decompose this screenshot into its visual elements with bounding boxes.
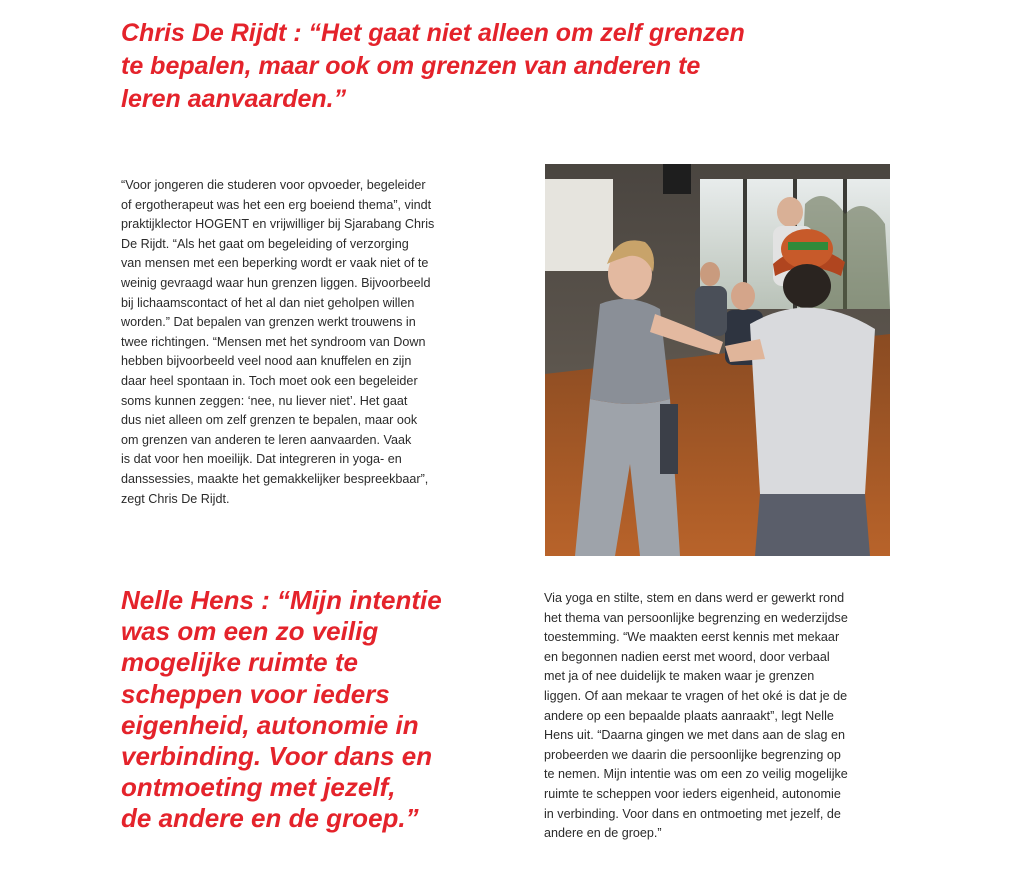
body-paragraph-chris (121, 176, 481, 509)
text-line: zegt Chris De Rijdt. (121, 491, 230, 506)
body-paragraph-nelle (544, 589, 904, 844)
quote-heading-nelle (121, 585, 466, 835)
heading-line: verbinding. Voor dans en (121, 741, 433, 772)
text-line: praktijklector HOGENT en vrijwilliger bij Sjarabang Chris (121, 217, 435, 232)
text-line: bij lichaamscontact of het al dan niet geholpen willen (121, 295, 415, 310)
text-line: probeerden we daarin die persoonlijke begrenzing op (544, 747, 841, 762)
quote-heading-chris (121, 17, 821, 116)
text-line: soms kunnen zeggen: ‘nee, nu liever niet’. Het gaat (121, 393, 408, 408)
heading-line: te bepalen, maar ook om grenzen van anderen te (121, 52, 701, 80)
text-line: het thema van persoonlijke begrenzing en wederzijdse (544, 610, 848, 625)
text-line: danssessies, maakte het gemakkelijker bespreekbaar”, (121, 471, 429, 486)
text-line: te nemen. Mijn intentie was om een zo veilig mogelijke (544, 767, 848, 782)
text-line: andere op een bepaalde plaats aanraakt”, legt Nelle (544, 708, 834, 723)
text-line: Hens uit. “Daarna gingen we met dans aan de slag en (544, 728, 846, 743)
text-line: is dat voor hen moeilijk. Dat integreren in yoga- en (121, 452, 402, 467)
text-line: “Voor jongeren die studeren voor opvoeder, begeleider (121, 178, 426, 192)
text-line: en begonnen nadien eerst met woord, door verbaal (544, 649, 830, 664)
text-line: met ja of nee duidelijk te maken waar je grenzen (544, 669, 815, 684)
heading-line: was om een zo veilig (121, 616, 379, 647)
heading-line: Chris De Rijdt : “Het gaat niet alleen om zelf grenzen (121, 19, 745, 47)
text-line: Via yoga en stilte, stem en dans werd er gewerkt rond (544, 591, 845, 605)
text-line: weinig gevraagd waar hun grenzen liggen. Bijvoorbeeld (121, 275, 431, 290)
heading-line: leren aanvaarden.” (121, 85, 347, 113)
text-line: andere en de groep.” (544, 826, 662, 841)
heading-line: ontmoeting met jezelf, (121, 772, 396, 803)
text-line: van mensen met een beperking wordt er vaak niet of te (121, 256, 429, 271)
heading-line: de andere en de groep.” (121, 803, 419, 834)
text-line: dus niet alleen om zelf grenzen te bepalen, maar ook (121, 413, 418, 428)
text-line: twee richtingen. “Mensen met het syndroom van Down (121, 334, 426, 349)
text-line: De Rijdt. “Als het gaat om begeleiding of verzorging (121, 236, 409, 251)
heading-line: Nelle Hens : “Mijn intentie (121, 585, 442, 615)
text-line: in verbinding. Voor dans en ontmoeting met jezelf, de (544, 806, 841, 821)
heading-line: eigenheid, autonomie in (121, 709, 419, 740)
text-line: daar heel spontaan in. Toch moet ook een begeleider (121, 373, 418, 388)
text-line: ruimte te scheppen voor ieders eigenheid, autonomie (544, 786, 841, 801)
workshop-photo (545, 164, 890, 556)
text-line: liggen. Of aan mekaar te vragen of het oké is dat je de (544, 688, 848, 703)
text-line: om grenzen van anderen te leren aanvaarden. Vaak (121, 432, 412, 447)
text-line: hebben bijvoorbeeld veel nood aan knuffelen en zijn (121, 354, 412, 369)
text-line: toestemming. “We maakten eerst kennis met mekaar (544, 630, 840, 645)
heading-line: mogelijke ruimte te (121, 647, 358, 678)
text-line: worden.” Dat bepalen van grenzen werkt trouwens in (121, 315, 416, 330)
heading-line: scheppen voor ieders (121, 678, 390, 709)
text-line: of ergotherapeut was het een erg boeiend thema”, vindt (121, 197, 432, 212)
